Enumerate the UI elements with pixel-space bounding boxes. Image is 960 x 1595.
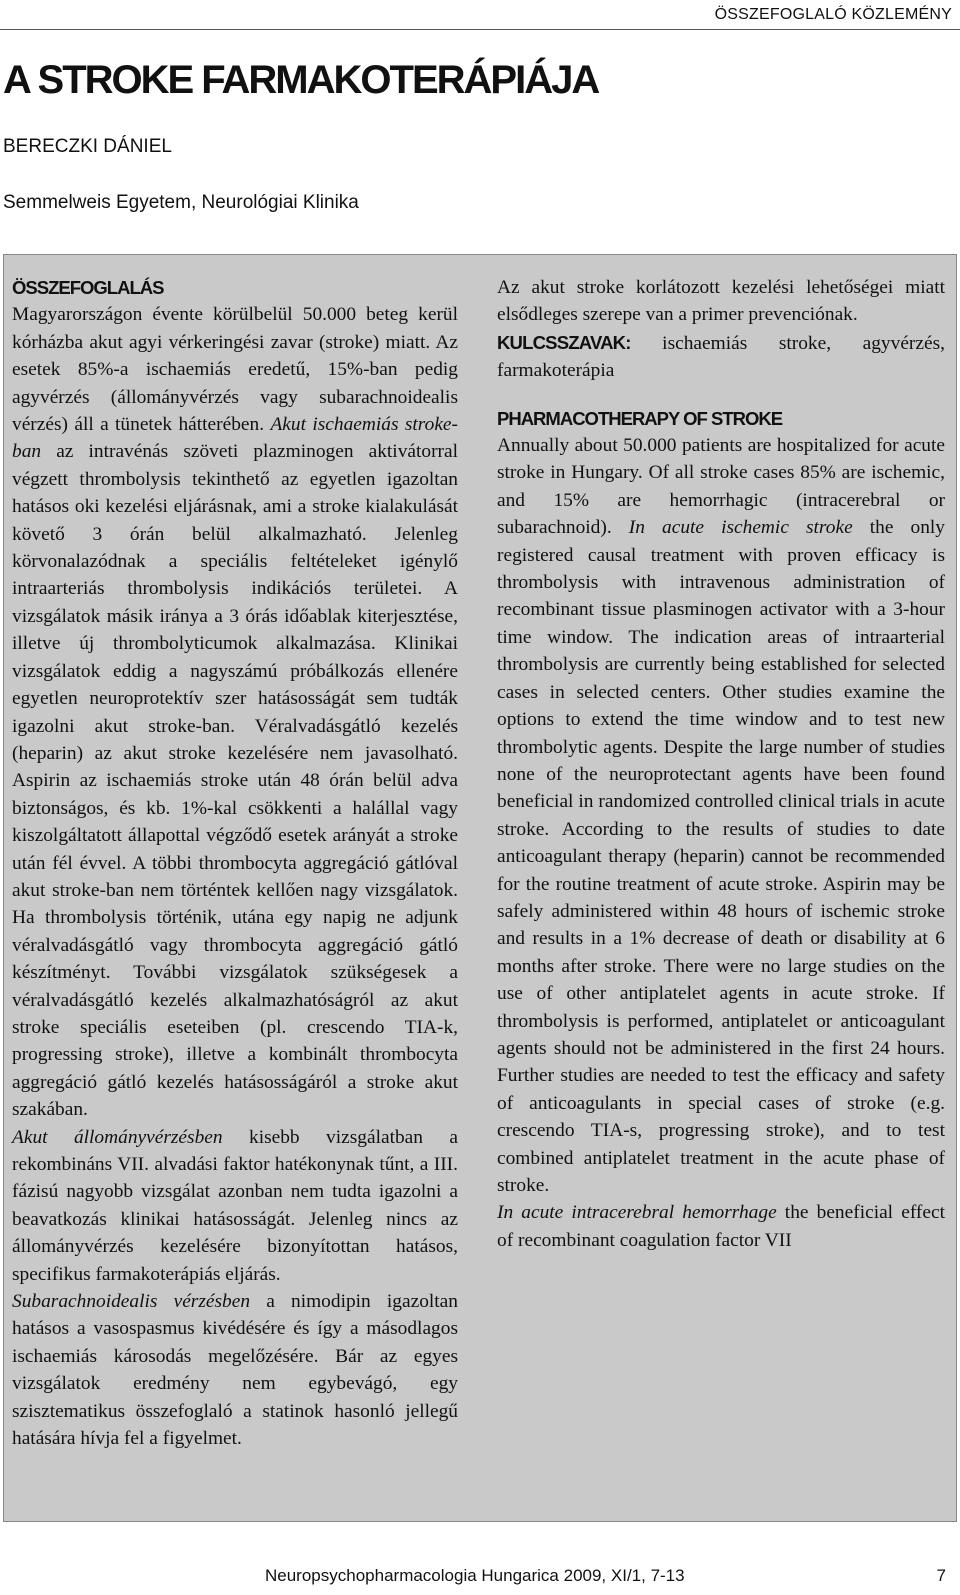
text-run: az intravénás szöveti plazminogen aktivátorral végzett thrombolysis tekinthető az egyetlen igazoltan hatásos oki kezelési eljárásnak, ami a stroke kialakulását követő 3 órán belül alkalmazható. Jelenleg körvonalazódnak a speciális feltételeket igénylő intraarteriás thrombolysis indikációs területei. A vizsgálatok másik iránya a 3 órás időablak kiterjesztése, illetve új thrombolyticumok alkalmazása. Klinikai vizsgálatok eddig a nagyszámú próbálkozás ellenére egyetlen neuroprotektív szer hatásosságát sem tudták igazolni akut stroke-ban. Véralvadásgátló kezelés (heparin) az akut stroke kezelésére nem javasolható. Aspirin az ischaemiás stroke után 48 órán belül adva biztonságos, és kb. 1%-kal csökkenti a halállal vagy kiszolgáltatott állapottal végződő esetek arányát a stroke után fél évvel. A többi thrombocyta aggregáció gátlóval akut stroke-ban nem történtek kellően nagy vizsgálatok. Ha thrombolysis történik, utána egy napig ne adjunk véralvadásgátló vagy thrombocyta aggregáció gátló készítményt. További vizsgálatok szükségesek a véralvadásgátló kezelés alkalmazhatóságról az akut stroke speciális eseteiben (pl. crescendo TIA-k, progressing stroke), illetve a kombinált thrombocyta aggregáció gátló kezelés hatásosságáról a stroke akut szakában.	[12, 441, 458, 1121]
keywords-label: KULCSSZAVAK:	[497, 331, 631, 353]
keywords-text: ischaemiás stroke, agyvérzés, farmakoterápia	[497, 332, 945, 382]
text-run: Magyarországon évente körülbelül 50.000 beteg kerül kórházba akut agyi vérkeringési zavar (stroke) miatt. Az esetek 85%-a ischaemiás eredetű, 15%-ban pedig agyvérzés (állományvérzés vagy subarachnoidealis vérzés) áll a tünetek hátterében.	[12, 304, 458, 436]
article-author: BERECZKI DÁNIEL	[3, 136, 172, 157]
text-run: a nimodipin igazoltan hatásos a vasospasmus kivédésére és így a másodlagos ischaemiás károsodás megelőzésére. Bár az egyes vizsgálatok eredmény nem egybevágó, egy szisztematikus összefoglaló a statinok hasonló jellegű hatására hívja fel a figyelmet.	[12, 1291, 458, 1450]
keywords	[497, 329, 945, 385]
page-number: 7	[936, 1566, 946, 1585]
text-run: the beneficial effect of recombinant coagulation factor VII	[497, 1202, 945, 1251]
abstract-right-column	[497, 274, 945, 1254]
abstract-hu-column	[12, 274, 458, 1452]
abstract-hu-paragraph-3	[12, 1288, 458, 1452]
italic-run: Akut állományvérzésben	[12, 1126, 223, 1148]
abstract-en-paragraph-2	[497, 1199, 945, 1254]
abstract-hu-paragraph-1	[12, 301, 458, 1123]
journal-citation: Neuropsychopharmacologia Hungarica 2009, XI/1, 7-13	[265, 1566, 685, 1585]
text-run: kisebb vizsgálatban a rekombináns VII. alvadási faktor hatékonynak tűnt, a III. fázisú nagyobb vizsgálat azonban nem tudta igazolni a beavatkozás klinikai hatásosságát. Jelenleg nincs az állományvérzés kezelésére bizonyítottan hatásos, specifikus farmakoterápiás eljárás.	[12, 1126, 458, 1285]
header-rule	[0, 29, 960, 30]
italic-run: Akut ischaemiás stroke-ban	[12, 414, 458, 463]
abstract-en-paragraph-1	[497, 432, 945, 1199]
section-label: ÖSSZEFOGLALÓ KÖZLEMÉNY	[714, 6, 952, 23]
abstract-en-heading: PHARMACOTHERAPY OF STROKE	[497, 407, 783, 429]
abstract-hu-paragraph-2	[12, 1124, 458, 1288]
text-run: Annually about 50.000 patients are hospitalized for acute stroke in Hungary. Of all stroke cases 85% are ischemic, and 15% are hemorrhagic (intracerebral or subarachnoid).	[497, 435, 945, 539]
text-run: the only registered causal treatment with proven efficacy is thrombolysis with intravenous administration of recombinant tissue plasminogen activator with a 3-hour time window. The indication areas of intraarterial thrombolysis are currently being established for selected cases in selected centers. Other studies examine the options to extend the time window and to test new thrombolytic agents. Despite the large number of studies none of the neuroprotectant agents have been found beneficial in randomized controlled clinical trials in acute stroke. According to the results of studies to date anticoagulant therapy (heparin) cannot be recommended for the routine treatment of acute stroke. Aspirin may be safely administered within 48 hours of ischemic stroke and results in a 1% decrease of death or disability at 6 months after stroke. There were no large studies on the use of other antiplatelet agents in acute stroke. If thrombolysis is performed, antiplatelet or anticoagulant agents should not be administered in the first 24 hours. Further studies are needed to test the efficacy and safety of anticoagulants in special cases of stroke (e.g. crescendo TIA-s, progressing stroke), and to test combined antiplatelet treatment in the acute phase of stroke.	[497, 517, 945, 1196]
italic-run: In acute ischemic stroke	[628, 517, 853, 539]
article-affiliation: Semmelweis Egyetem, Neurológiai Klinika	[3, 192, 359, 213]
abstract-hu-heading: ÖSSZEFOGLALÁS	[12, 277, 164, 298]
abstract-hu-paragraph-4: Az akut stroke korlátozott kezelési lehetőségei miatt elsődleges szerepe van a primer prevenciónak.	[497, 277, 945, 326]
abstract-en-heading-wrap	[497, 405, 945, 432]
italic-run: In acute intracerebral hemorrhage	[497, 1202, 777, 1224]
article-title: A STROKE FARMAKOTERÁPIÁJA	[3, 58, 599, 102]
italic-run: Subarachnoidealis vérzésben	[12, 1291, 251, 1313]
